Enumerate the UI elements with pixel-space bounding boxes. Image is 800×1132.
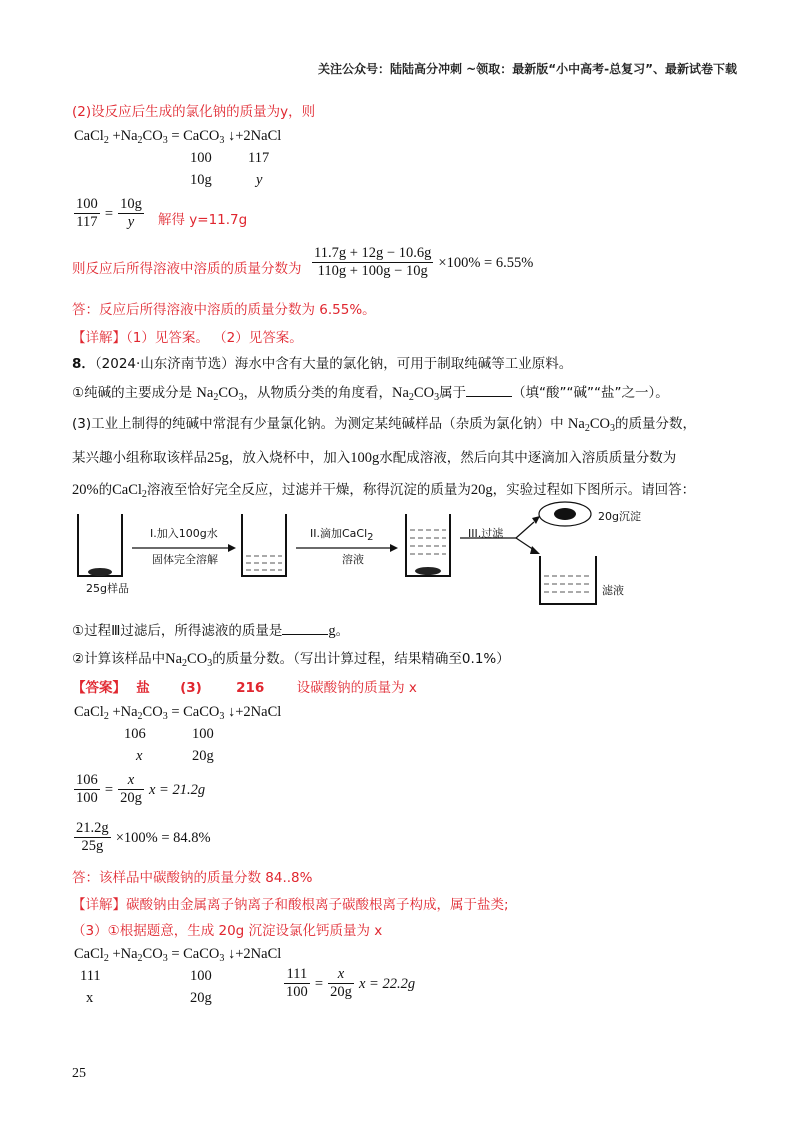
q8-subq2: ②计算该样品中$Na_2CO_3$的质量分数。（写出计算过程，结果精确至0.1%） bbox=[72, 651, 510, 669]
diagram-step3: III.过滤 bbox=[468, 527, 504, 540]
q8-m1: 111 bbox=[80, 968, 101, 984]
page-header: 关注公众号：陆陆高分冲刺 ~领取：最新版“小中高考-总复习”、最新试卷下载 bbox=[318, 62, 737, 76]
q8-detail1: 【详解】碳酸钠由金属离子钠离子和酸根离子碳酸根离子构成，属于盐类; bbox=[72, 897, 509, 913]
part2-mass1: 100 bbox=[190, 150, 212, 166]
q8-equation: CaCl$_2$ $+Na_2CO_3$ = CaCO$_3$ ↓+2NaCl bbox=[74, 704, 282, 722]
q8-answer: 答：该样品中碳酸钠的质量分数 84..8% bbox=[72, 870, 313, 886]
beaker-reaction bbox=[406, 514, 450, 576]
diagram-filtrate-label: 滤液 bbox=[602, 584, 624, 597]
q8-v1: x bbox=[86, 990, 94, 1006]
part2-mass2: 117 bbox=[248, 150, 270, 166]
q8-subq1: ①过程Ⅲ过滤后，所得滤液的质量是 g。 bbox=[72, 623, 350, 639]
part2-equation: CaCl$_2$ $+Na_2CO_3$ = CaCO$_3$ ↓+2NaCl bbox=[74, 128, 282, 146]
diagram-step2b: 溶液 bbox=[342, 553, 364, 566]
q8-val2: 20g bbox=[192, 748, 214, 764]
page-number: 25 bbox=[72, 1066, 86, 1081]
precipitate-solid bbox=[415, 567, 441, 575]
part2-val1: 10g bbox=[190, 172, 212, 188]
part2-solve: 解得 y=11.7g bbox=[158, 212, 248, 228]
sample-solid bbox=[88, 568, 112, 576]
q8-part3-line1: (3)工业上制得的纯碱中常混有少量氯化钠。为测定某纯碱样品（杂质为氯化钠）中 $Na_2CO_3$的质量分数， bbox=[72, 416, 696, 434]
diagram-precip-label: 20g沉淀 bbox=[598, 510, 641, 523]
part2-fraction-prefix: 则反应后所得溶液中溶质的质量分数为 bbox=[72, 261, 302, 277]
q8-mass1: 106 bbox=[124, 726, 146, 742]
beaker-filtrate bbox=[540, 556, 596, 604]
q8-v2: 20g bbox=[190, 990, 212, 1006]
q8-part3-line3: 20%的CaCl$_2$溶液至恰好完全反应，过滤并干燥，称得沉淀的质量为20g，实验过程如下图所示。请回答： bbox=[72, 482, 696, 500]
diagram-sample-label: 25g样品 bbox=[86, 582, 129, 595]
answer-blank[interactable] bbox=[466, 384, 512, 397]
q8-equation2: CaCl$_2$ $+Na_2CO_3$ = CaCO$_3$ ↓+2NaCl bbox=[74, 946, 282, 964]
q8-m2: 100 bbox=[190, 968, 212, 984]
part2-fraction: $\frac{11.7g + 12g - 10.6g}{110g + 100g - 10g}$ ×100% = 6.55% bbox=[314, 245, 534, 279]
beaker-sample bbox=[78, 514, 122, 576]
diagram-step1b: 固体完全溶解 bbox=[152, 553, 218, 566]
beaker-solution bbox=[242, 514, 286, 576]
q8-ratio: $\frac{106}{100}$ = $\frac{x}{20g}$ x = 21.2g bbox=[76, 772, 206, 806]
filtrate-mass-blank[interactable] bbox=[282, 622, 328, 635]
diagram-step2: II.滴加CaCl2 bbox=[310, 527, 374, 543]
q8-val1: x bbox=[136, 748, 143, 764]
diagram-step1: I.加入100g水 bbox=[150, 527, 218, 540]
q8-answer-line: 【答案】 盐 (3) 216 设碳酸钠的质量为 x bbox=[72, 680, 417, 696]
part2-ratio: $\frac{100}{117}$ = $\frac{10g}{y}$ bbox=[76, 196, 142, 230]
q8-percent: $\frac{21.2g}{25g}$ ×100% = 84.8% bbox=[76, 820, 211, 854]
part2-val2: y bbox=[256, 172, 263, 188]
q8-part3-line2: 某兴趣小组称取该样品25g，放入烧杯中，加入100g水配成溶液，然后向其中逐滴加入溶质质量分数为 bbox=[72, 450, 677, 466]
q8-title: 8．（2024·山东济南节选）海水中含有大量的氯化钠，可用于制取纯碱等工业原料。 bbox=[72, 356, 573, 372]
part2-intro: (2)设反应后生成的氯化钠的质量为y，则 bbox=[72, 104, 316, 120]
q8-detail2: （3）①根据题意，生成 20g 沉淀设氯化钙质量为 x bbox=[72, 923, 383, 939]
q8-ratio2: $\frac{111}{100}$ = $\frac{x}{20g}$ x = 22.2g bbox=[286, 966, 416, 1000]
part2-answer: 答：反应后所得溶液中溶质的质量分数为 6.55%。 bbox=[72, 302, 376, 318]
q8-sub1: ①纯碱的主要成分是 $Na_2CO_3$，从物质分类的角度看，$Na_2CO_3$属于 （填“酸”“碱”“盐”之一）。 bbox=[72, 385, 669, 403]
q8-mass2: 100 bbox=[192, 726, 214, 742]
part2-detail: 【详解】（1）见答案。 （2）见答案。 bbox=[72, 330, 303, 346]
